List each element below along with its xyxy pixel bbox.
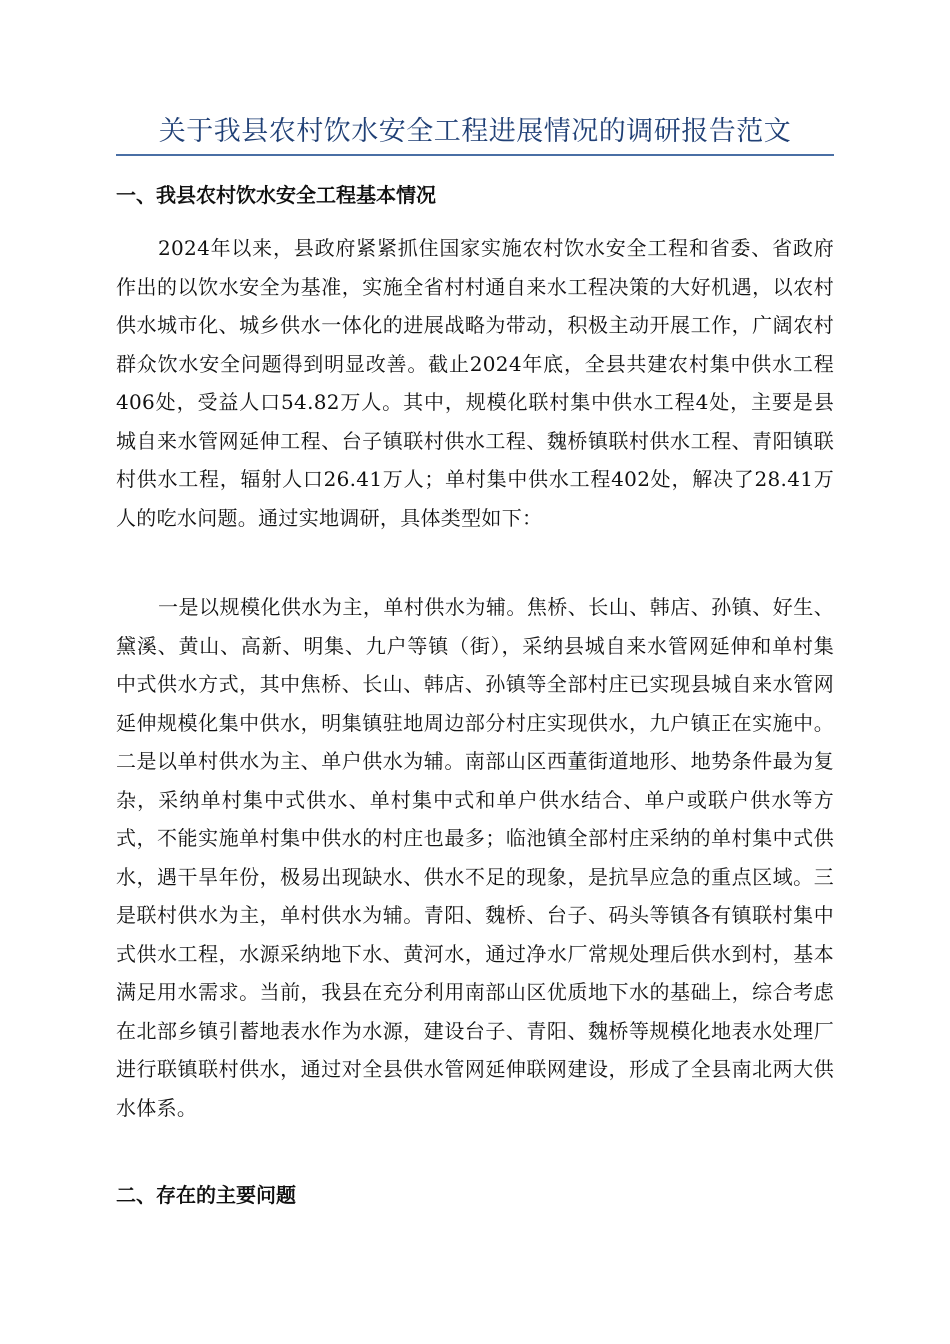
section-heading-1: 一、我县农村饮水安全工程基本情况 — [116, 183, 436, 207]
body-paragraph-1: 2024年以来，县政府紧紧抓住国家实施农村饮水安全工程和省委、省政府作出的以饮水安全为基准，实施全省村村通自来水工程决策的大好机遇，以农村供水城市化、城乡供水一体化的进展战略为带动，积极主动开展工作，广阔农村群众饮水安全问题得到明显改善。截止2024年底，全县共建农村集中供水工程406处，受益人口54.82万人。其中，规模化联村集中供水工程4处，主要是县城自来水管网延伸工程、台子镇联村供水工程、魏桥镇联村供水工程、青阳镇联村供水工程，辐射人口26.41万人；单村集中供水工程402处，解决了28.41万人的吃水问题。通过实地调研，具体类型如下： — [116, 236, 834, 530]
title-underline — [116, 154, 834, 156]
body-paragraph-2: 一是以规模化供水为主，单村供水为辅。焦桥、长山、韩店、孙镇、好生、黛溪、黄山、高新、明集、九户等镇（街），采纳县城自来水管网延伸和单村集中式供水方式，其中焦桥、长山、韩店、孙镇等全部村庄已实现县城自来水管网延伸规模化集中供水，明集镇驻地周边部分村庄实现供水，九户镇正在实施中。二是以单村供水为主、单户供水为辅。南部山区西董街道地形、地势条件最为复杂，采纳单村集中式供水、单村集中式和单户供水结合、单户或联户供水等方式，不能实施单村集中供水的村庄也最多；临池镇全部村庄采纳的单村集中式供水，遇干旱年份，极易出现缺水、供水不足的现象，是抗旱应急的重点区域。三是联村供水为主，单村供水为辅。青阳、魏桥、台子、码头等镇各有镇联村集中式供水工程，水源采纳地下水、黄河水，通过净水厂常规处理后供水到村，基本满足用水需求。当前，我县在充分利用南部山区优质地下水的基础上，综合考虑在北部乡镇引蓄地表水作为水源，建设台子、青阳、魏桥等规模化地表水处理厂进行联镇联村供水，通过对全县供水管网延伸联网建设，形成了全县南北两大供水体系。 — [116, 595, 834, 1120]
document-title: 关于我县农村饮水安全工程进展情况的调研报告范文 — [158, 116, 792, 147]
section-heading-2: 二、存在的主要问题 — [116, 1183, 296, 1207]
